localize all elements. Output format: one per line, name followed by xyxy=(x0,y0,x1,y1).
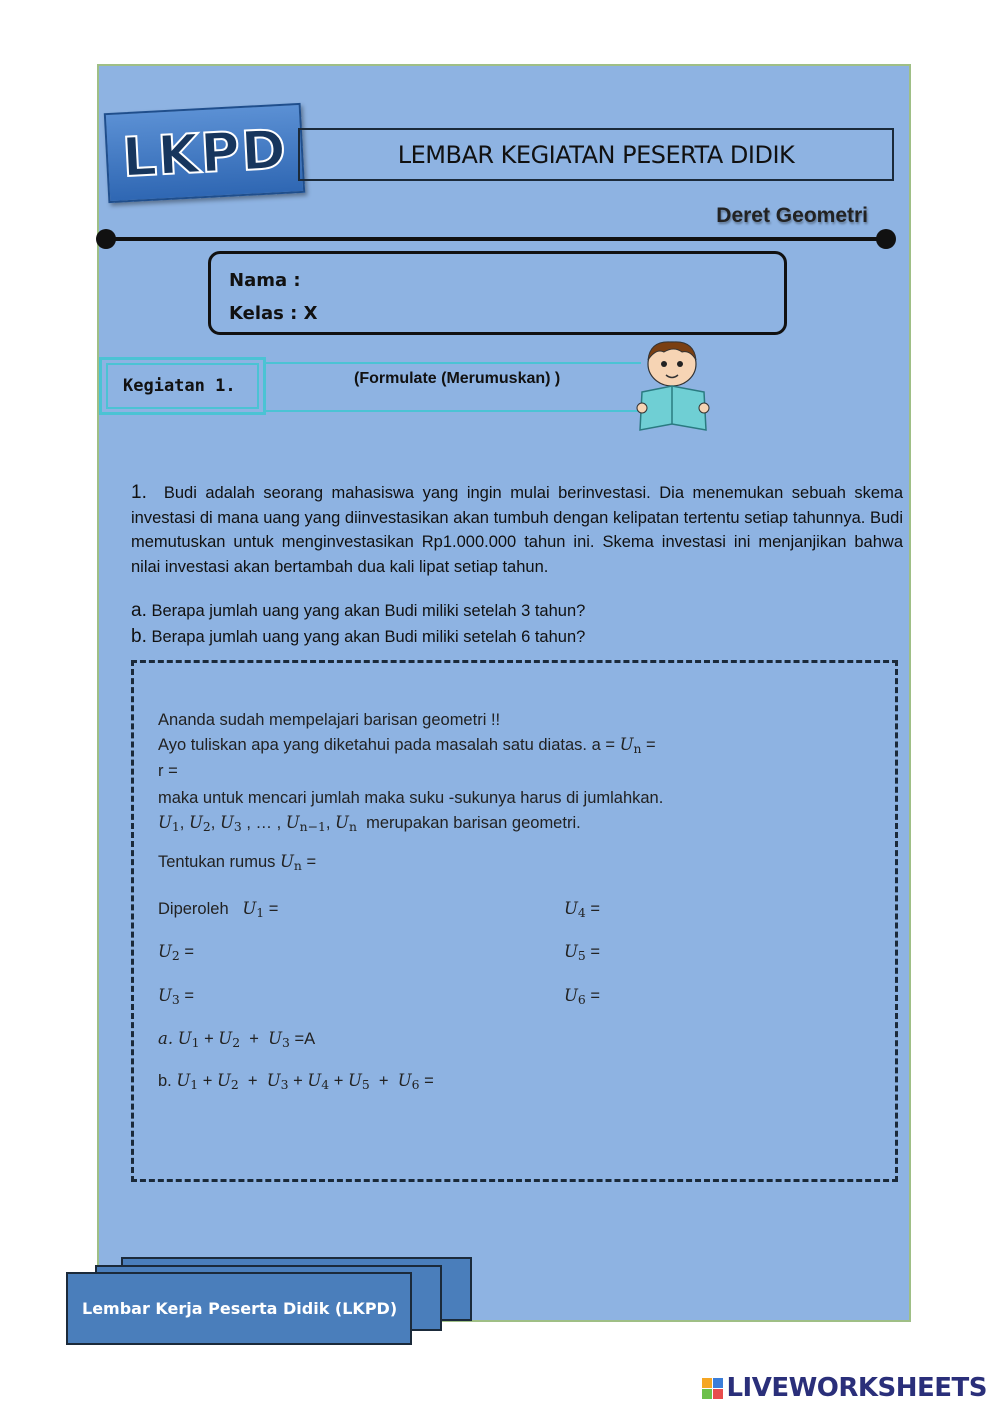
activity-label: Kegiatan 1. xyxy=(106,363,259,409)
ws-u3: U3 = xyxy=(158,986,195,1008)
ws-rumus: Tentukan rumus Un = xyxy=(158,852,317,874)
sub-b-text: Berapa jumlah uang yang akan Budi miliki setelah 6 tahun? xyxy=(151,628,586,646)
name-field[interactable]: Nama : xyxy=(229,270,301,291)
title-box xyxy=(298,128,894,181)
divider-line xyxy=(106,237,886,241)
page-title: LEMBAR KEGIATAN PESERTA DIDIK xyxy=(397,140,795,169)
ws-u5: U5 = xyxy=(564,942,601,964)
un-symbol: Un xyxy=(619,735,642,757)
sub-question-a xyxy=(131,600,585,622)
ws-sequence: U1, U2, U3 , … , Un−1, Un merupakan barisan geometri. xyxy=(158,813,581,835)
sub-a-text: Berapa jumlah uang yang akan Budi miliki setelah 3 tahun? xyxy=(151,602,586,620)
activity-stage: (Formulate (Merumuskan) ) xyxy=(354,370,561,387)
ws-u1: Diperoleh U1 = xyxy=(158,899,279,921)
ws-line-1: Ananda sudah mempelajari barisan geometri !! xyxy=(158,711,501,729)
question-text: Budi adalah seorang mahasiswa yang ingin mulai berinvestasi. Dia menemukan sebuah skema investasi di mana uang yang diinvestasikan akan tumbuh dengan kelipatan tertentu setiap tahunnya. Budi memutuskan untuk menginvestasikan Rp1.000.000 tahun ini. Skema investasi ini menjanjikan bahwa nilai investasi akan bertambah dua kali lipat setiap tahun. xyxy=(131,484,903,576)
ws-sum-b: b. U1 + U2 + U3 + U4 + U5 + U6 = xyxy=(158,1071,434,1093)
lkpd-logo xyxy=(104,103,305,203)
divider-dot-left xyxy=(96,229,116,249)
footer-tab-label: Lembar Kerja Peserta Didik (LKPD) xyxy=(66,1272,412,1345)
sub-question-b xyxy=(131,626,585,648)
liveworksheets-logo-icon xyxy=(702,1378,723,1399)
ws-line-2 xyxy=(158,735,656,756)
ws-u6: U6 = xyxy=(564,986,601,1008)
logo-text: LKPD xyxy=(120,117,289,189)
divider-dot-right xyxy=(876,229,896,249)
sub-b-label: b. xyxy=(131,626,147,647)
eq-sign: = xyxy=(646,736,656,754)
brand-text: LIVEWORKSHEETS xyxy=(726,1373,987,1403)
question-number: 1. xyxy=(131,482,147,503)
sub-a-label: a. xyxy=(131,600,147,621)
ws-line-2-text: Ayo tuliskan apa yang diketahui pada masalah satu diatas. a = xyxy=(158,736,615,754)
question-paragraph xyxy=(131,481,903,579)
class-field[interactable]: Kelas : X xyxy=(229,303,318,324)
reading-boy-illustration xyxy=(634,338,714,434)
ws-line-r: r = xyxy=(158,762,178,780)
ws-u2: U2 = xyxy=(158,942,195,964)
ws-u4: U4 = xyxy=(564,899,601,921)
ws-sum-a: a. U1 + U2 + U3 =A xyxy=(158,1029,316,1051)
ws-line-4: maka untuk mencari jumlah maka suku -sukunya harus di jumlahkan. xyxy=(158,789,664,807)
liveworksheets-brand xyxy=(702,1373,987,1403)
subtitle: Deret Geometri xyxy=(716,204,868,227)
identity-box xyxy=(208,251,787,335)
